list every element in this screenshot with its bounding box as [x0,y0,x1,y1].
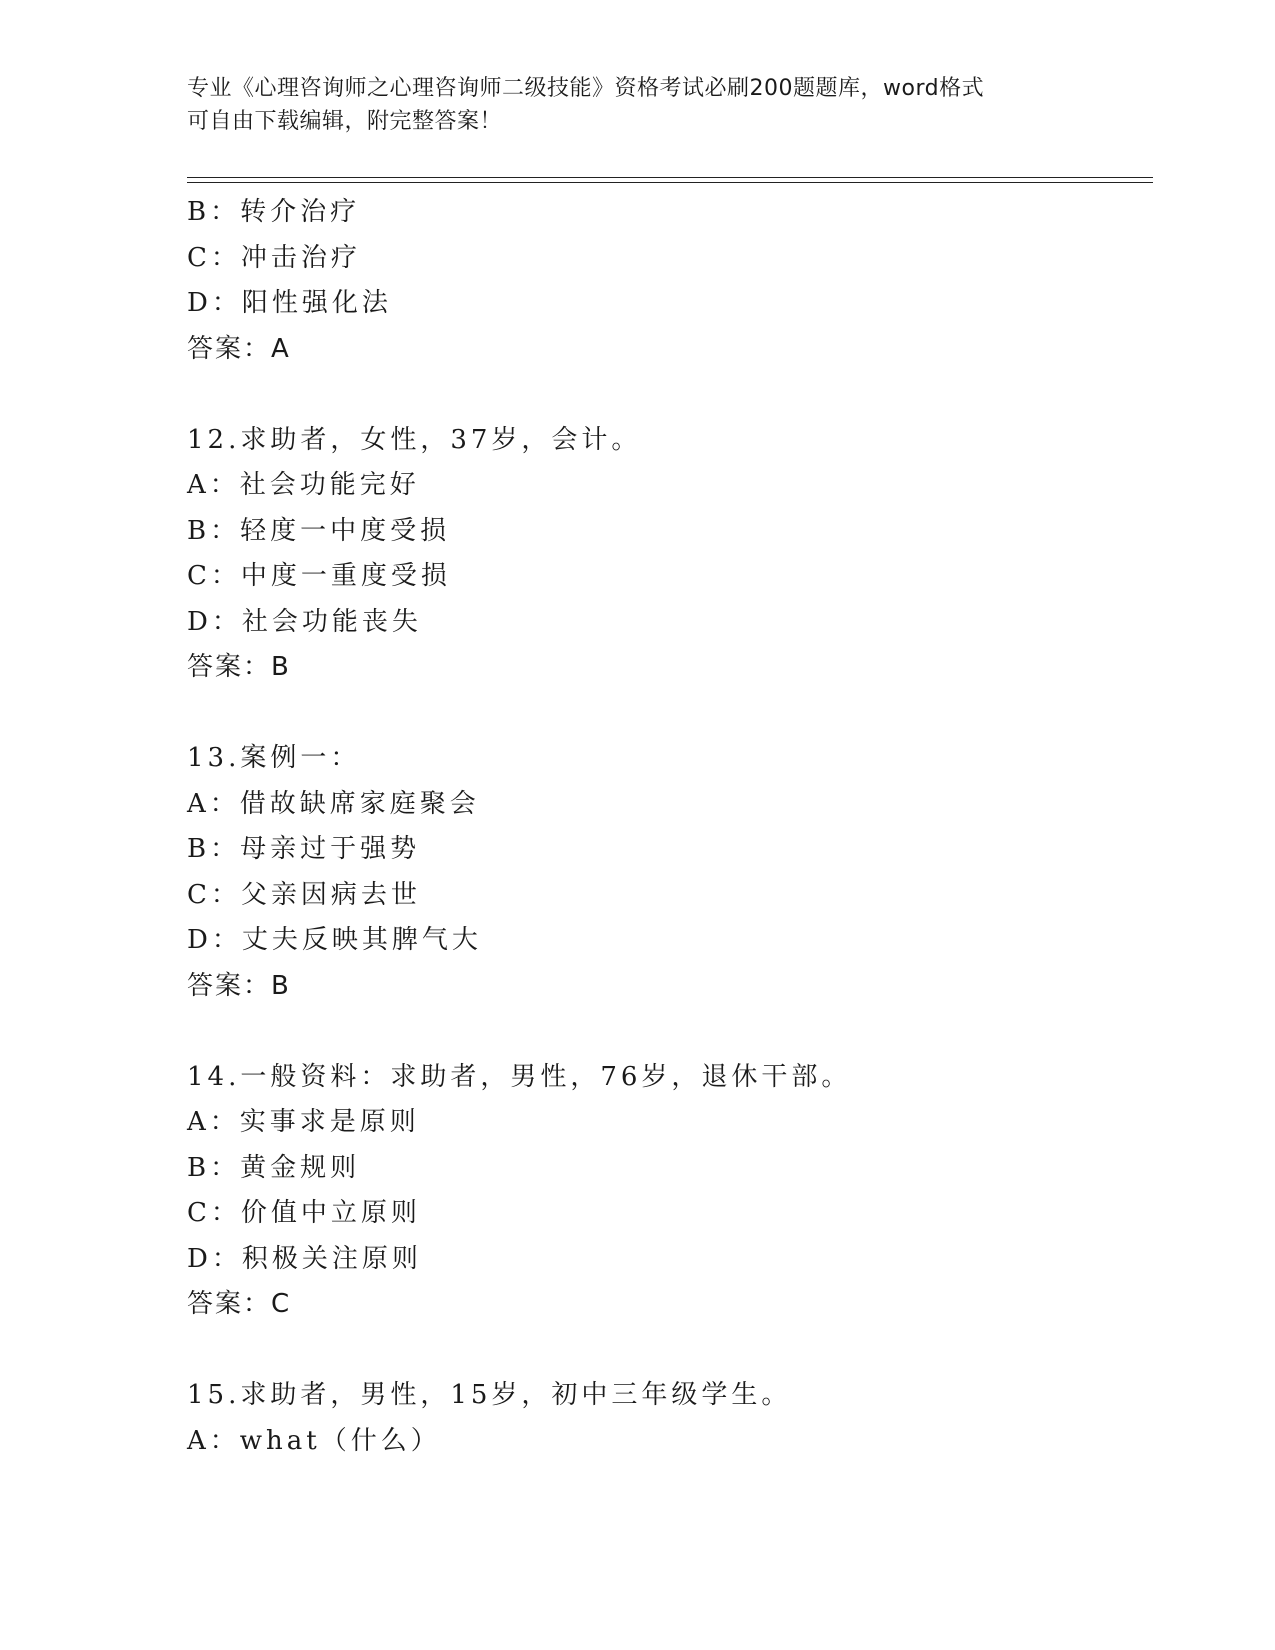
option-b: B：黄金规则 [187,1152,361,1183]
question-block-11 [187,190,1147,372]
page-header [187,72,1067,138]
question-block-13 [187,736,1147,1009]
option-d: D：社会功能丧失 [187,606,422,637]
option-a: A：what（什么） [187,1425,441,1456]
answer: 答案：A [187,333,291,364]
question-list [187,190,1147,1464]
option-d: D：丈夫反映其脾气大 [187,925,482,955]
question-text: 14.一般资料：求助者，男性，76岁，退休干部。 [187,1061,852,1092]
question-text: 12.求助者，女性，37岁，会计。 [187,424,642,455]
question-text: 15.求助者，男性，15岁，初中三年级学生。 [187,1380,792,1410]
header-line-2: 可自由下载编辑，附完整答案！ [187,109,503,134]
question-block-12 [187,418,1147,691]
option-c: C：价值中立原则 [187,1198,421,1228]
header-double-rule [187,177,1153,183]
option-b: B：转介治疗 [187,197,361,227]
option-d: D：积极关注原则 [187,1243,422,1274]
question-block-14 [187,1055,1147,1328]
question-block-15 [187,1373,1147,1464]
option-b: B：母亲过于强势 [187,834,421,864]
option-a: A：实事求是原则 [187,1107,420,1137]
option-b: B：轻度一中度受损 [187,515,451,546]
option-a: A：借故缺席家庭聚会 [187,788,480,819]
option-d: D：阳性强化法 [187,288,392,318]
option-c: C：冲击治疗 [187,242,361,273]
question-text: 13.案例一： [187,743,361,773]
option-c: C：父亲因病去世 [187,879,421,910]
answer: 答案：C [187,1289,292,1319]
header-line-1: 专业《心理咨询师之心理咨询师二级技能》资格考试必刷200题题库，word格式 [187,76,985,101]
option-a: A：社会功能完好 [187,470,420,500]
answer: 答案：B [187,970,291,1001]
option-c: C：中度一重度受损 [187,561,451,591]
answer: 答案：B [187,652,291,682]
